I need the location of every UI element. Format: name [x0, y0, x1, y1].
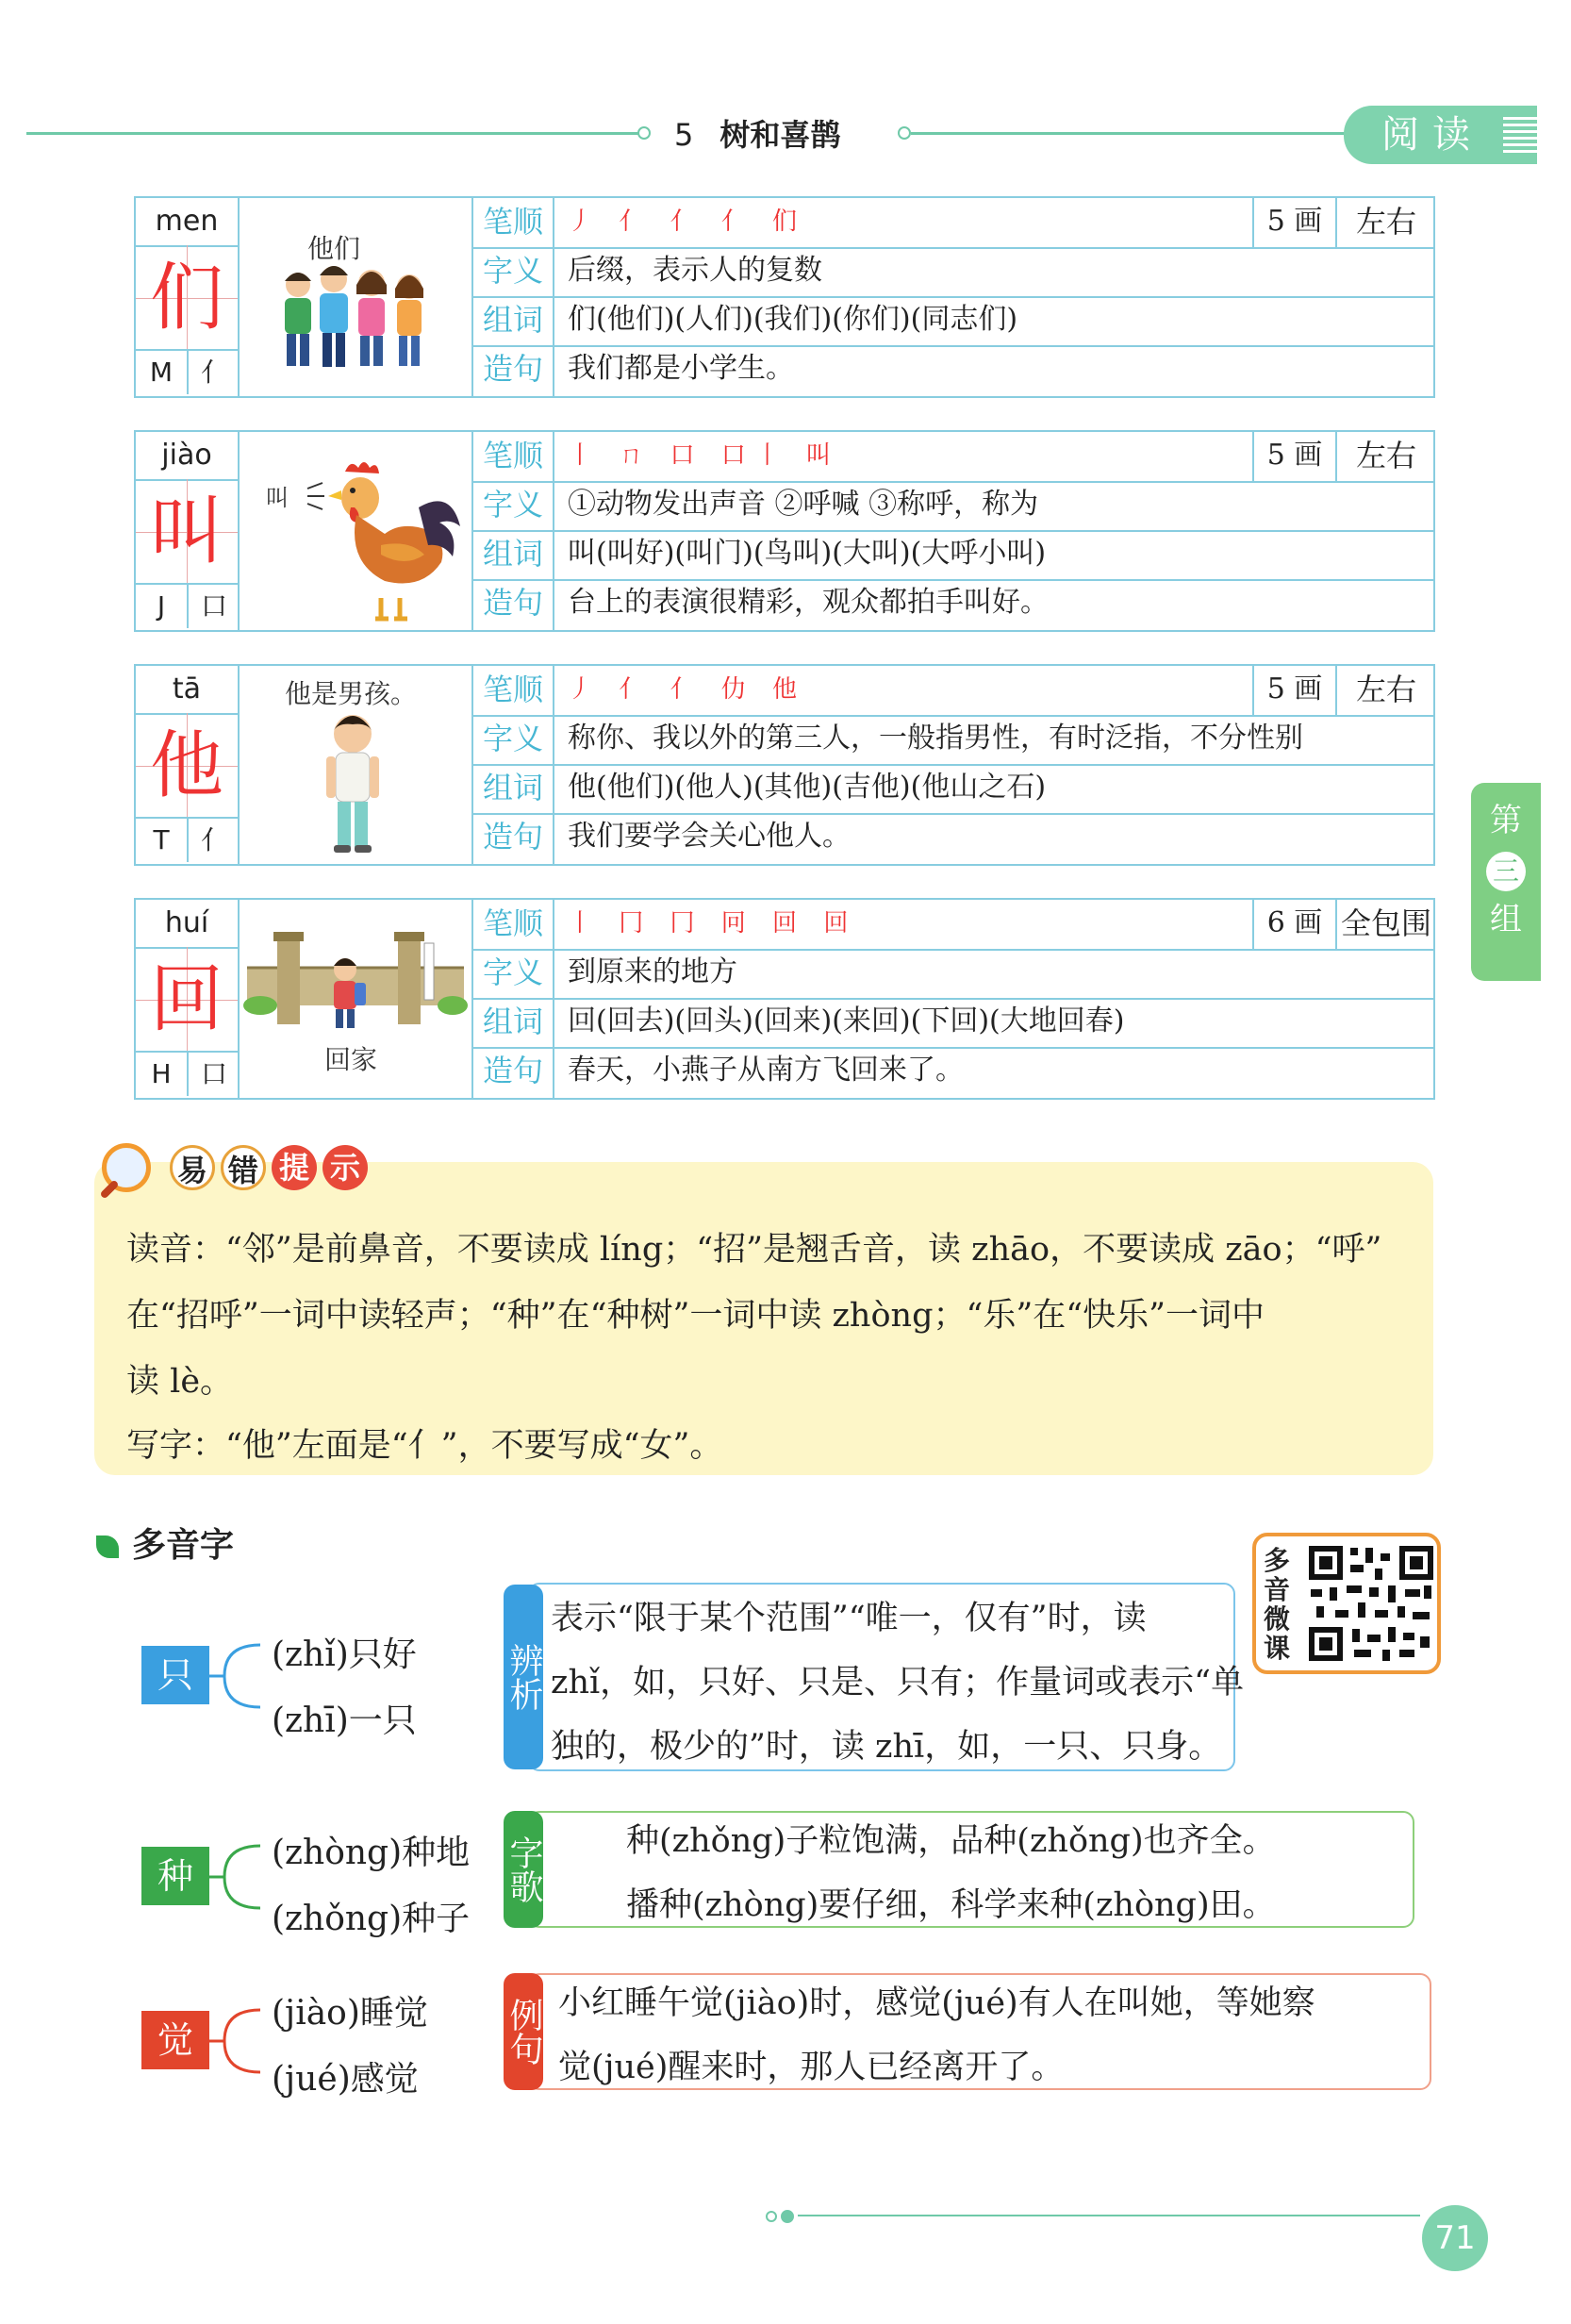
radical-letter: M	[149, 357, 174, 388]
char-structure: 左右	[1355, 204, 1416, 240]
radical: 口	[187, 1053, 240, 1096]
tab-stripes	[1503, 113, 1537, 157]
stroke-order: 丿 亻 亻 仂 他	[568, 675, 807, 704]
stroke-count: 5 画	[1252, 666, 1337, 715]
label-strokes: 笔顺	[473, 432, 554, 481]
qr-label: 多音微课	[1264, 1545, 1291, 1664]
label-words: 组词	[473, 764, 554, 813]
words-text: 他(他们)(他人)(其他)(吉他)(他山之石)	[568, 771, 1047, 804]
sentence-text: 台上的表演很精彩，观众都拍手叫好。	[568, 586, 1049, 619]
rooster-illustration	[240, 432, 471, 634]
row-strokes	[473, 666, 1433, 717]
row-words	[473, 764, 1433, 815]
lesson-title	[674, 111, 840, 155]
footer-dot-filled	[781, 2210, 794, 2223]
char-pinyin: huí	[136, 900, 238, 949]
char-radical-row	[136, 1051, 238, 1098]
illustration-caption: 他是男孩。	[285, 678, 418, 709]
label-strokes: 笔顺	[473, 198, 554, 247]
brace-icon	[206, 1842, 262, 1912]
tip-line-2: 在“招呼”一词中读轻声；“种”在“种树”一词中读 zhòng；“乐”在“快乐”一词中	[126, 1297, 1265, 1335]
polyphone-char-zhong: 种	[141, 1847, 209, 1905]
explain-line: 小红睡午觉(jiào)时，感觉(jué)有人在叫她，等她察	[558, 1984, 1315, 2022]
char-big: 他	[136, 713, 238, 819]
polyphone-char-jue: 觉	[141, 2011, 209, 2069]
leaf-icon	[96, 1536, 119, 1558]
stroke-order: 丨 冂 冂 冋 回 回	[568, 909, 858, 938]
char-card-hui	[134, 898, 1435, 1100]
label-words: 组词	[473, 530, 554, 579]
label-sentence: 造句	[473, 579, 554, 630]
polyphone-heading-text: 多音字	[132, 1526, 235, 1565]
illustration-caption: 叫	[266, 485, 289, 511]
meaning-text: 后缀，表示人的复数	[568, 254, 822, 287]
char-left-col	[136, 198, 240, 396]
children-group-illustration	[240, 198, 471, 400]
header-dot-right	[898, 126, 911, 140]
row-sentence	[473, 579, 1433, 630]
tip-line-1: 读音：“邻”是前鼻音，不要读成 líng；“招”是翘舌音，读 zhāo，不要读成 zāo；“呼”	[126, 1231, 1382, 1269]
meaning-text: 到原来的地方	[568, 955, 737, 988]
radical-letter: J	[157, 590, 166, 622]
brace-icon	[206, 1641, 262, 1711]
char-illustration	[240, 198, 473, 396]
side-tab-top: 第	[1490, 802, 1522, 839]
stroke-order: 丿 亻 亻 亻 们	[568, 208, 807, 236]
polyphone-char-zhi: 只	[141, 1646, 209, 1704]
char-left-col	[136, 666, 240, 864]
row-meaning	[473, 949, 1433, 1000]
char-info-rows	[473, 666, 1433, 864]
char-structure: 左右	[1355, 672, 1416, 707]
row-sentence	[473, 345, 1433, 396]
char-card-jiao	[134, 430, 1435, 632]
reading-2: (zhī)一只	[272, 1702, 417, 1740]
row-strokes	[473, 900, 1433, 951]
explain-label-zhi: 辨析	[504, 1585, 543, 1769]
char-illustration	[240, 900, 473, 1098]
meaning-text: 称你、我以外的第三人，一般指男性，有时泛指，不分性别	[568, 722, 1303, 755]
row-words	[473, 296, 1433, 347]
char-structure: 左右	[1355, 438, 1416, 473]
polyphone-heading	[96, 1519, 234, 1567]
lesson-name: 树和喜鹊	[719, 117, 841, 153]
char-big: 们	[136, 245, 238, 351]
section-tab-label: 阅读	[1381, 113, 1483, 157]
header-dot-left	[637, 126, 651, 140]
stroke-order: 丨 ㄇ 口 口丨 叫	[568, 441, 841, 470]
char-pinyin: jiào	[136, 432, 238, 481]
label-meaning: 字义	[473, 715, 554, 764]
char-pinyin: men	[136, 198, 238, 247]
stroke-count: 5 画	[1252, 432, 1337, 481]
radical: 口	[187, 585, 240, 628]
tip-char-1: 易	[170, 1145, 215, 1190]
char-structure: 全包围	[1340, 905, 1431, 941]
row-sentence	[473, 1047, 1433, 1098]
char-radical-row	[136, 583, 238, 630]
char-radical-row	[136, 817, 238, 864]
qr-code-box[interactable]	[1252, 1533, 1441, 1674]
tip-char-4: 示	[322, 1145, 368, 1190]
label-meaning: 字义	[473, 247, 554, 296]
header-line-right	[911, 132, 1354, 135]
lesson-number: 5	[674, 117, 694, 153]
row-meaning	[473, 715, 1433, 766]
row-meaning	[473, 481, 1433, 532]
char-info-rows	[473, 432, 1433, 630]
tip-line-3: 读 lè。	[126, 1363, 234, 1401]
sentence-text: 我们都是小学生。	[568, 352, 794, 385]
side-tab-group	[1471, 783, 1541, 981]
explain-label-zhong: 字歌	[504, 1811, 543, 1928]
explain-line: 表示“限于某个范围”“唯一，仅有”时，读	[551, 1600, 1147, 1637]
char-illustration	[240, 432, 473, 630]
row-words	[473, 530, 1433, 581]
magnifier-icon	[102, 1143, 151, 1192]
explain-line: zhǐ，如，只好、只是、只有；作量词或表示“单	[551, 1664, 1245, 1702]
label-meaning: 字义	[473, 949, 554, 998]
char-illustration	[240, 666, 473, 864]
char-left-col	[136, 432, 240, 630]
row-words	[473, 998, 1433, 1049]
label-strokes: 笔顺	[473, 900, 554, 949]
row-sentence	[473, 813, 1433, 864]
footer-dot	[766, 2211, 777, 2222]
school-gate-illustration	[240, 900, 471, 1102]
illustration-caption: 他们	[307, 233, 361, 264]
radical: 亻	[187, 819, 240, 862]
reading-2: (zhǒng)种子	[272, 1900, 471, 1938]
stroke-count: 5 画	[1252, 198, 1337, 247]
row-strokes	[473, 432, 1433, 483]
label-sentence: 造句	[473, 345, 554, 396]
boy-illustration	[240, 666, 471, 868]
explain-line: 觉(jué)醒来时，那人已经离开了。	[558, 2049, 1065, 2086]
reading-1: (zhòng)种地	[272, 1834, 471, 1872]
meaning-text: ①动物发出声音 ②呼喊 ③称呼，称为	[568, 488, 1039, 521]
words-text: 回(回去)(回头)(回来)(来回)(下回)(大地回春)	[568, 1004, 1125, 1038]
tip-char-2: 错	[221, 1145, 266, 1190]
char-pinyin: tā	[136, 666, 238, 715]
row-meaning	[473, 247, 1433, 298]
radical: 亻	[187, 351, 240, 394]
side-tab-number: 三	[1486, 852, 1526, 891]
label-strokes: 笔顺	[473, 666, 554, 715]
side-tab-bottom: 组	[1490, 901, 1522, 938]
label-words: 组词	[473, 998, 554, 1047]
illustration-caption: 回家	[324, 1044, 378, 1075]
radical-letter: T	[153, 824, 170, 855]
brace-icon	[206, 2006, 262, 2076]
label-words: 组词	[473, 296, 554, 345]
char-info-rows	[473, 900, 1433, 1098]
tip-char-3: 提	[272, 1145, 317, 1190]
tip-line-4: 写字：“他”左面是“亻”，不要写成“女”。	[126, 1427, 723, 1465]
reading-2: (jué)感觉	[272, 2060, 419, 2099]
reading-1: (zhǐ)只好	[272, 1635, 417, 1674]
row-strokes	[473, 198, 1433, 249]
radical-letter: H	[151, 1058, 172, 1089]
sentence-text: 春天，小燕子从南方飞回来了。	[568, 1054, 964, 1087]
explain-line: 独的，极少的”时，读 zhī，如，一只、只身。	[551, 1728, 1222, 1766]
reading-1: (jiào)睡觉	[272, 1994, 428, 2033]
label-meaning: 字义	[473, 481, 554, 530]
section-tab-reading	[1344, 106, 1537, 164]
sentence-text: 我们要学会关心他人。	[568, 820, 851, 853]
stroke-count: 6 画	[1252, 900, 1337, 949]
char-big: 回	[136, 947, 238, 1053]
label-sentence: 造句	[473, 813, 554, 864]
footer-line	[798, 2215, 1420, 2216]
char-left-col	[136, 900, 240, 1098]
char-info-rows	[473, 198, 1433, 396]
qr-code-icon	[1307, 1544, 1435, 1663]
explain-line: 种(zhǒng)子粒饱满，品种(zhǒng)也齐全。	[626, 1822, 1276, 1860]
header-line-left	[26, 132, 639, 135]
words-text: 们(他们)(人们)(我们)(你们)(同志们)	[568, 303, 1018, 336]
char-card-ta	[134, 664, 1435, 866]
char-big: 叫	[136, 479, 238, 585]
explain-line: 播种(zhòng)要仔细，科学来种(zhòng)田。	[626, 1886, 1276, 1924]
char-radical-row	[136, 349, 238, 396]
explain-label-jue: 例句	[504, 1973, 543, 2090]
label-sentence: 造句	[473, 1047, 554, 1098]
char-card-men	[134, 196, 1435, 398]
page-number: 71	[1422, 2205, 1488, 2271]
words-text: 叫(叫好)(叫门)(鸟叫)(大叫)(大呼小叫)	[568, 537, 1047, 570]
